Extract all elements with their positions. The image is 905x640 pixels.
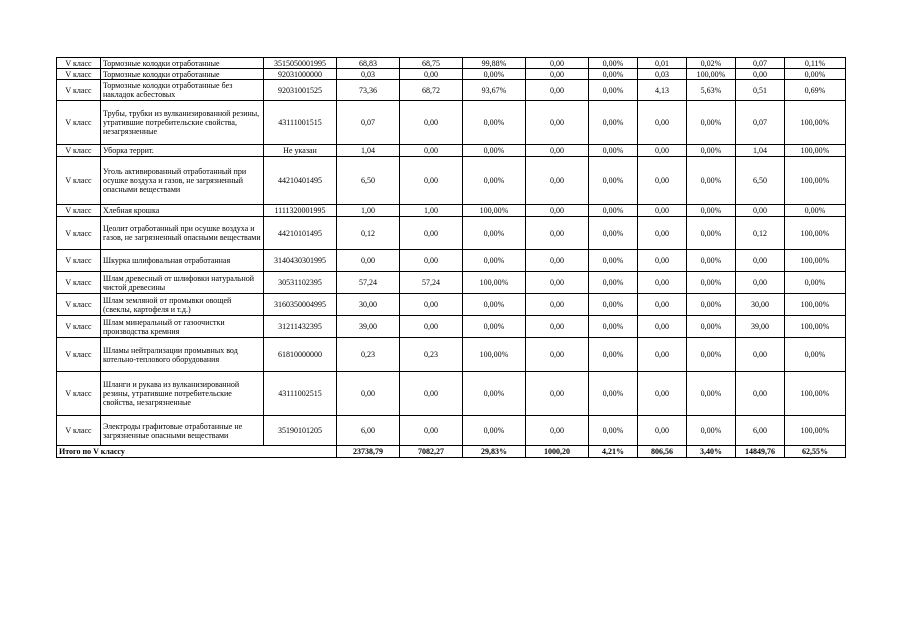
value-cell: 0,00%	[589, 338, 638, 372]
value-cell: 0,00%	[687, 205, 736, 217]
value-cell: 0,00%	[687, 250, 736, 272]
value-cell: 1,00	[400, 205, 463, 217]
value-cell: 0,00%	[589, 294, 638, 316]
value-cell: 0,00%	[785, 272, 846, 294]
value-cell: 0,03	[337, 69, 400, 80]
value-cell: 100,00%	[785, 217, 846, 250]
table-row	[57, 157, 846, 205]
value-cell: 0,00%	[463, 372, 526, 416]
value-cell: 0,00%	[589, 250, 638, 272]
hazard-class-cell: V класс	[57, 58, 101, 69]
value-cell: 0,23	[337, 338, 400, 372]
value-cell: 0,00	[638, 157, 687, 205]
value-cell: 100,00%	[463, 205, 526, 217]
value-cell: 0,00	[638, 217, 687, 250]
hazard-class-cell: V класс	[57, 338, 101, 372]
value-cell: 0,00%	[687, 294, 736, 316]
waste-name-cell: Трубы, трубки из вулканизированной резины, утратившие потребительские свойства, незагрязненные	[101, 101, 264, 145]
hazard-class-cell: V класс	[57, 80, 101, 101]
table-body	[57, 58, 846, 458]
value-cell: 93,67%	[463, 80, 526, 101]
value-cell: 0,00	[526, 217, 589, 250]
total-value-cell: 4,21%	[589, 446, 638, 458]
table-row	[57, 69, 846, 80]
value-cell: 0,00	[526, 101, 589, 145]
value-cell: 0,00%	[589, 272, 638, 294]
value-cell: 0,00%	[463, 101, 526, 145]
hazard-class-cell: V класс	[57, 69, 101, 80]
total-value-cell: 7082,27	[400, 446, 463, 458]
waste-code-cell: 3160350004995	[264, 294, 337, 316]
value-cell: 0,00%	[589, 69, 638, 80]
value-cell: 0,00	[638, 294, 687, 316]
value-cell: 0,00	[638, 416, 687, 446]
value-cell: 0,00	[400, 316, 463, 338]
value-cell: 0,00	[400, 145, 463, 157]
value-cell: 0,00%	[463, 217, 526, 250]
waste-name-cell: Шлам земляной от промывки овощей (свеклы, картофеля и т.д.)	[101, 294, 264, 316]
value-cell: 100,00%	[687, 69, 736, 80]
value-cell: 0,07	[337, 101, 400, 145]
table-row	[57, 250, 846, 272]
total-value-cell: 62,55%	[785, 446, 846, 458]
value-cell: 0,01	[638, 58, 687, 69]
value-cell: 0,00%	[785, 69, 846, 80]
waste-name-cell: Тормозные колодки отработанные без накладок асбестовых	[101, 80, 264, 101]
value-cell: 0,00	[736, 69, 785, 80]
hazard-class-cell: V класс	[57, 101, 101, 145]
waste-name-cell: Шламы нейтрализации промывных вод котельно-теплового оборудования	[101, 338, 264, 372]
value-cell: 6,50	[736, 157, 785, 205]
value-cell: 0,00%	[687, 217, 736, 250]
value-cell: 6,50	[337, 157, 400, 205]
value-cell: 1,00	[337, 205, 400, 217]
value-cell: 0,07	[736, 101, 785, 145]
value-cell: 0,00%	[463, 294, 526, 316]
total-row	[57, 446, 846, 458]
value-cell: 68,72	[400, 80, 463, 101]
waste-code-cell: 35190101205	[264, 416, 337, 446]
value-cell: 1,04	[736, 145, 785, 157]
value-cell: 0,00%	[589, 416, 638, 446]
value-cell: 0,00%	[785, 205, 846, 217]
value-cell: 0,00	[526, 316, 589, 338]
value-cell: 57,24	[400, 272, 463, 294]
total-label: Итого по V классу	[57, 446, 337, 458]
value-cell: 0,00%	[589, 101, 638, 145]
waste-code-cell: 31211432395	[264, 316, 337, 338]
value-cell: 0,00	[638, 272, 687, 294]
value-cell: 0,00	[736, 372, 785, 416]
waste-code-cell: 61810000000	[264, 338, 337, 372]
value-cell: 0,00%	[687, 338, 736, 372]
value-cell: 0,00	[526, 338, 589, 372]
value-cell: 0,00%	[687, 145, 736, 157]
value-cell: 68,83	[337, 58, 400, 69]
value-cell: 0,02%	[687, 58, 736, 69]
value-cell: 0,00%	[687, 272, 736, 294]
value-cell: 5,63%	[687, 80, 736, 101]
waste-code-cell: Не указан	[264, 145, 337, 157]
value-cell: 0,00	[337, 372, 400, 416]
hazard-class-cell: V класс	[57, 372, 101, 416]
value-cell: 0,00%	[463, 250, 526, 272]
table-row	[57, 58, 846, 69]
waste-class-table	[56, 57, 846, 458]
total-value-cell: 29,83%	[463, 446, 526, 458]
value-cell: 39,00	[736, 316, 785, 338]
value-cell: 0,00	[736, 338, 785, 372]
hazard-class-cell: V класс	[57, 217, 101, 250]
hazard-class-cell: V класс	[57, 145, 101, 157]
value-cell: 0,07	[736, 58, 785, 69]
value-cell: 57,24	[337, 272, 400, 294]
value-cell: 6,00	[337, 416, 400, 446]
value-cell: 0,00%	[589, 217, 638, 250]
value-cell: 0,12	[337, 217, 400, 250]
table-row	[57, 372, 846, 416]
value-cell: 0,00	[526, 80, 589, 101]
hazard-class-cell: V класс	[57, 294, 101, 316]
value-cell: 0,00%	[463, 69, 526, 80]
waste-code-cell: 44210101495	[264, 217, 337, 250]
value-cell: 0,00	[526, 157, 589, 205]
table-row	[57, 272, 846, 294]
table-row	[57, 338, 846, 372]
waste-name-cell: Шлам минеральный от газоочистки производства кремния	[101, 316, 264, 338]
waste-name-cell: Тормозные колодки отработанные	[101, 69, 264, 80]
value-cell: 0,23	[400, 338, 463, 372]
value-cell: 0,12	[736, 217, 785, 250]
value-cell: 0,11%	[785, 58, 846, 69]
value-cell: 0,00	[526, 69, 589, 80]
value-cell: 100,00%	[785, 157, 846, 205]
value-cell: 0,00	[400, 101, 463, 145]
value-cell: 0,00%	[687, 416, 736, 446]
hazard-class-cell: V класс	[57, 205, 101, 217]
value-cell: 0,00	[638, 101, 687, 145]
waste-code-cell: 1111320001995	[264, 205, 337, 217]
value-cell: 100,00%	[785, 101, 846, 145]
value-cell: 100,00%	[463, 272, 526, 294]
value-cell: 100,00%	[785, 250, 846, 272]
value-cell: 0,00	[400, 250, 463, 272]
table-row	[57, 80, 846, 101]
value-cell: 0,00	[736, 205, 785, 217]
waste-code-cell: 3515050001995	[264, 58, 337, 69]
value-cell: 0,00	[638, 316, 687, 338]
value-cell: 39,00	[337, 316, 400, 338]
waste-name-cell: Шланги и рукава из вулканизированной резины, утратившие потребительские свойства, незагрязненные	[101, 372, 264, 416]
value-cell: 0,51	[736, 80, 785, 101]
value-cell: 4,13	[638, 80, 687, 101]
value-cell: 0,00%	[589, 58, 638, 69]
value-cell: 68,75	[400, 58, 463, 69]
value-cell: 0,00	[526, 58, 589, 69]
value-cell: 0,00	[337, 250, 400, 272]
value-cell: 0,00	[526, 416, 589, 446]
waste-code-cell: 44210401495	[264, 157, 337, 205]
value-cell: 0,00	[736, 272, 785, 294]
value-cell: 0,00%	[589, 80, 638, 101]
value-cell: 0,00	[400, 372, 463, 416]
total-value-cell: 14849,76	[736, 446, 785, 458]
value-cell: 0,00%	[463, 316, 526, 338]
hazard-class-cell: V класс	[57, 316, 101, 338]
table-row	[57, 294, 846, 316]
value-cell: 0,00	[526, 372, 589, 416]
total-value-cell: 23738,79	[337, 446, 400, 458]
value-cell: 0,00%	[785, 338, 846, 372]
value-cell: 0,00	[400, 69, 463, 80]
value-cell: 0,00	[638, 338, 687, 372]
table-row	[57, 101, 846, 145]
value-cell: 0,00	[638, 145, 687, 157]
table-row	[57, 217, 846, 250]
value-cell: 0,00	[526, 272, 589, 294]
value-cell: 30,00	[736, 294, 785, 316]
waste-name-cell: Цеолит отработанный при осушке воздуха и газов, не загрязненный опасными веществами	[101, 217, 264, 250]
value-cell: 99,88%	[463, 58, 526, 69]
value-cell: 0,00%	[687, 101, 736, 145]
total-value-cell: 806,56	[638, 446, 687, 458]
waste-code-cell: 92031001525	[264, 80, 337, 101]
waste-name-cell: Тормозные колодки отработанные	[101, 58, 264, 69]
waste-code-cell: 43111002515	[264, 372, 337, 416]
value-cell: 100,00%	[785, 294, 846, 316]
hazard-class-cell: V класс	[57, 250, 101, 272]
value-cell: 0,00%	[463, 145, 526, 157]
value-cell: 0,00	[638, 372, 687, 416]
value-cell: 0,00%	[589, 372, 638, 416]
value-cell: 100,00%	[785, 316, 846, 338]
value-cell: 73,36	[337, 80, 400, 101]
waste-name-cell: Хлебная крошка	[101, 205, 264, 217]
waste-code-cell: 3140430301995	[264, 250, 337, 272]
waste-name-cell: Электроды графитовые отработанные не загрязненные опасными веществами	[101, 416, 264, 446]
waste-name-cell: Уборка террит.	[101, 145, 264, 157]
total-value-cell: 3,40%	[687, 446, 736, 458]
value-cell: 0,00	[400, 217, 463, 250]
hazard-class-cell: V класс	[57, 157, 101, 205]
total-value-cell: 1000,20	[526, 446, 589, 458]
value-cell: 0,00%	[589, 157, 638, 205]
value-cell: 0,00	[736, 250, 785, 272]
value-cell: 0,00%	[687, 372, 736, 416]
value-cell: 0,00%	[463, 416, 526, 446]
table-row	[57, 416, 846, 446]
value-cell: 0,00	[638, 250, 687, 272]
value-cell: 100,00%	[785, 145, 846, 157]
waste-code-cell: 43111001515	[264, 101, 337, 145]
value-cell: 100,00%	[785, 416, 846, 446]
value-cell: 0,00	[526, 205, 589, 217]
value-cell: 0,00%	[687, 316, 736, 338]
hazard-class-cell: V класс	[57, 272, 101, 294]
value-cell: 1,04	[337, 145, 400, 157]
value-cell: 100,00%	[463, 338, 526, 372]
value-cell: 0,00%	[463, 157, 526, 205]
table-row	[57, 205, 846, 217]
value-cell: 0,00%	[589, 145, 638, 157]
waste-code-cell: 30531102395	[264, 272, 337, 294]
waste-name-cell: Шлам древесный от шлифовки натуральной чистой древесины	[101, 272, 264, 294]
value-cell: 0,00	[400, 416, 463, 446]
value-cell: 30,00	[337, 294, 400, 316]
hazard-class-cell: V класс	[57, 416, 101, 446]
value-cell: 0,03	[638, 69, 687, 80]
waste-name-cell: Шкурка шлифовальная отработанная	[101, 250, 264, 272]
value-cell: 0,00	[638, 205, 687, 217]
value-cell: 0,00	[526, 294, 589, 316]
value-cell: 0,00	[400, 157, 463, 205]
value-cell: 0,00	[526, 250, 589, 272]
value-cell: 0,00	[526, 145, 589, 157]
value-cell: 0,00%	[687, 157, 736, 205]
value-cell: 0,00%	[589, 205, 638, 217]
value-cell: 0,00	[400, 294, 463, 316]
value-cell: 0,69%	[785, 80, 846, 101]
value-cell: 6,00	[736, 416, 785, 446]
table-row	[57, 316, 846, 338]
waste-name-cell: Уголь активированный отработанный при осушке воздуха и газов, не загрязненный опасными веществами	[101, 157, 264, 205]
value-cell: 0,00%	[589, 316, 638, 338]
waste-code-cell: 92031000000	[264, 69, 337, 80]
value-cell: 100,00%	[785, 372, 846, 416]
table-row	[57, 145, 846, 157]
